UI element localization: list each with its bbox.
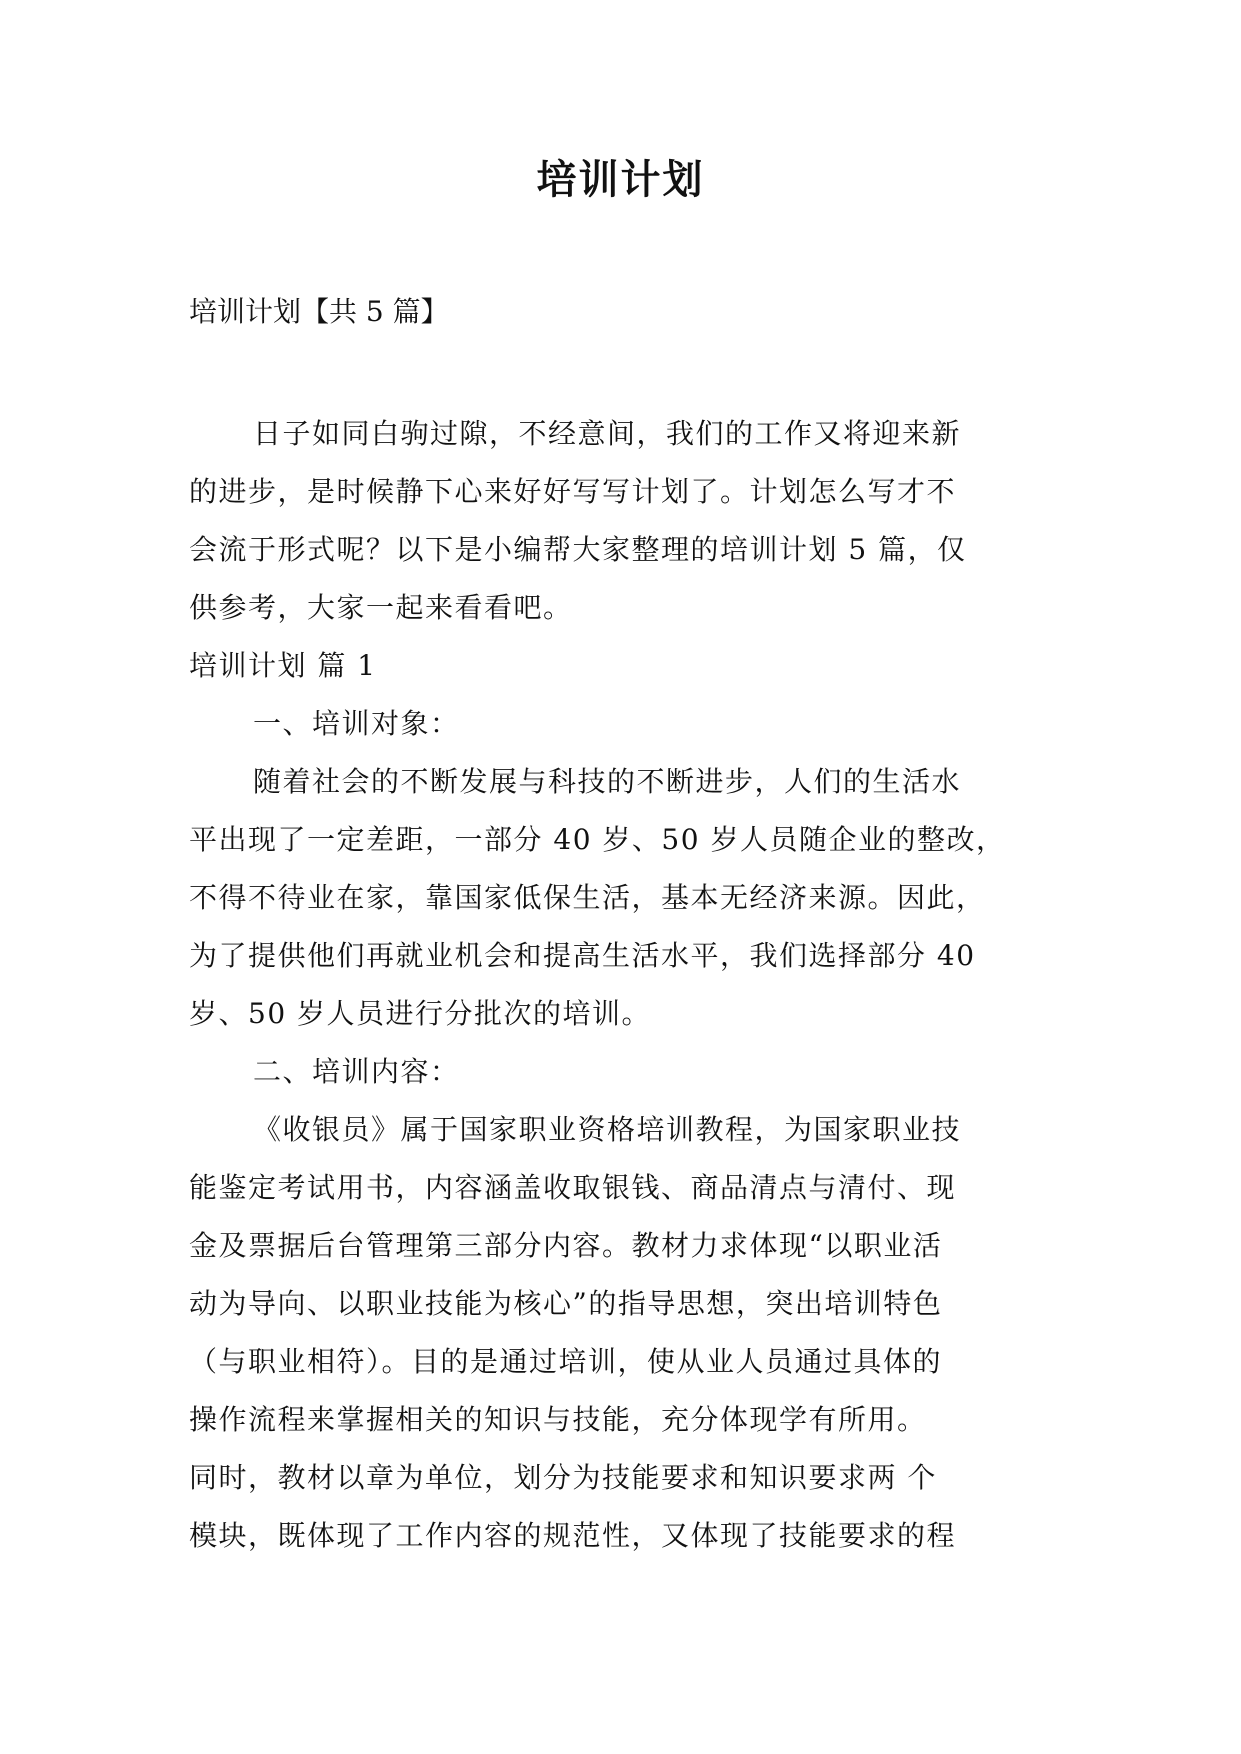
body-line: 金及票据后台管理第三部分内容。教材力求体现“以职业活 <box>189 1229 943 1262</box>
subsection-heading: 二、培训内容： <box>253 1055 460 1088</box>
body-line: 不得不待业在家，靠国家低保生活，基本无经济来源。因此， <box>189 881 986 914</box>
body-line: 动为导向、以职业技能为核心”的指导思想，突出培训特色 <box>189 1287 943 1320</box>
body-line: 日子如同白驹过隙，不经意间，我们的工作又将迎来新 <box>253 417 962 450</box>
body-line: 会流于形式呢？以下是小编帮大家整理的培训计划 5 篇，仅 <box>189 533 967 566</box>
document-body <box>189 405 1059 1565</box>
body-line: 岁、50 岁人员进行分批次的培训。 <box>189 997 652 1030</box>
body-line: 能鉴定考试用书，内容涵盖收取银钱、商品清点与清付、现 <box>189 1171 957 1204</box>
body-line: 《收银员》属于国家职业资格培训教程，为国家职业技 <box>253 1113 962 1146</box>
body-line: 的进步，是时候静下心来好好写写计划了。计划怎么写才不 <box>189 475 957 508</box>
body-line: （与职业相符）。目的是通过培训，使从业人员通过具体的 <box>189 1345 943 1378</box>
subsection-heading: 一、培训对象： <box>253 707 460 740</box>
body-line: 平出现了一定差距，一部分 40 岁、50 岁人员随企业的整改， <box>189 823 1006 856</box>
body-line: 供参考，大家一起来看看吧。 <box>189 591 573 624</box>
document-title: 培训计划 <box>536 156 705 203</box>
document-subtitle: 培训计划【共 5 篇】 <box>189 295 449 328</box>
body-line: 随着社会的不断发展与科技的不断进步，人们的生活水 <box>253 765 962 798</box>
body-line: 为了提供他们再就业机会和提高生活水平，我们选择部分 40 <box>189 939 976 972</box>
body-line: 操作流程来掌握相关的知识与技能，充分体现学有所用。 <box>189 1403 927 1436</box>
body-line: 同时，教材以章为单位，划分为技能要求和知识要求两 个 <box>189 1461 937 1494</box>
body-line: 模块，既体现了工作内容的规范性，又体现了技能要求的程 <box>189 1519 957 1552</box>
section-heading: 培训计划 篇 1 <box>189 649 377 682</box>
